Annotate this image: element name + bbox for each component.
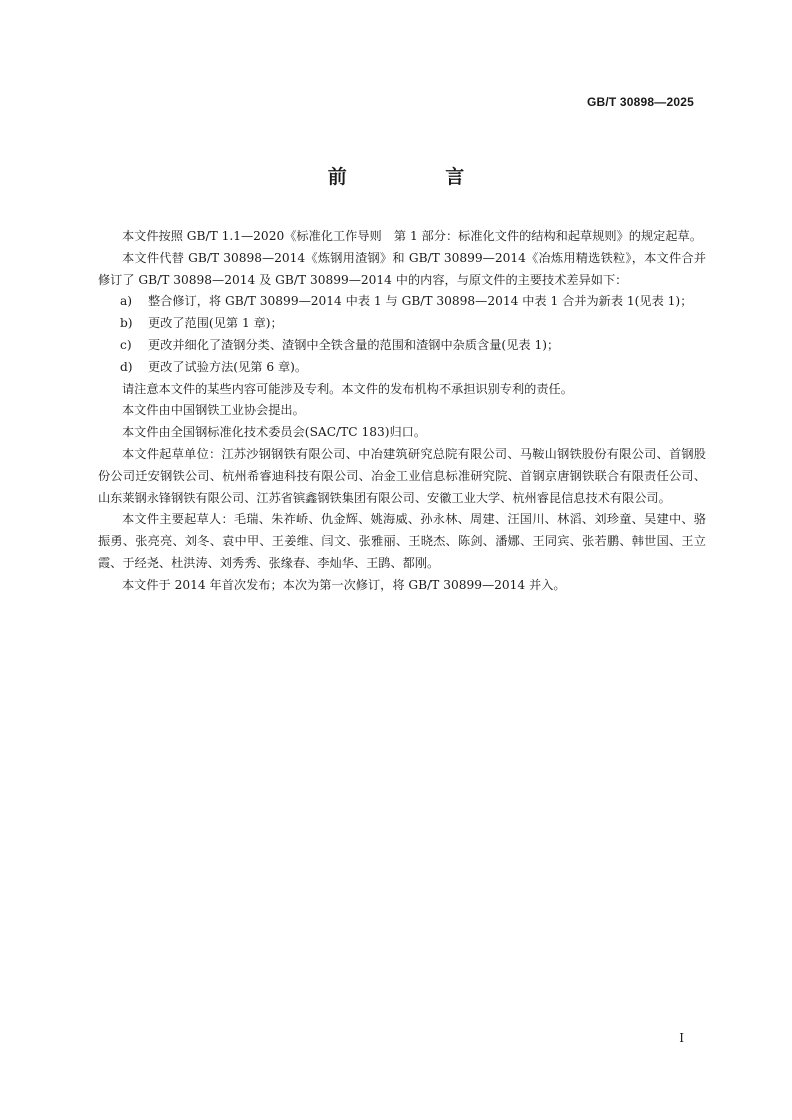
list-marker: d)	[120, 359, 133, 374]
list-item	[98, 291, 706, 313]
list-marker: a)	[120, 294, 133, 309]
paragraph-drafting-units: 本文件起草单位：江苏沙钢钢铁有限公司、中冶建筑研究总院有限公司、马鞍山钢铁股份有限公司、首钢股份公司迁安钢铁公司、杭州希睿迪科技有限公司、冶金工业信息标准研究院、首钢京唐钢铁联合有限责任公司、山东莱钢永锋钢铁有限公司、江苏省镔鑫钢铁集团有限公司、安徽工业大学、杭州睿昆信息技术有限公司。	[98, 446, 706, 505]
paragraph-committee: 本文件由全国钢标准化技术委员会(SAC/TC 183)归口。	[122, 425, 427, 440]
standard-number: GB/T 30898—2025	[586, 95, 694, 109]
list-item-text: 更改并细化了渣钢分类、渣钢中全铁含量的范围和渣钢中杂质含量(见表 1)；	[148, 337, 560, 352]
paragraph-replacement: 本文件代替 GB/T 30898—2014《炼钢用渣钢》和 GB/T 30899—2014《冶炼用精选铁粒》，本文件合并修订了 GB/T 30898—2014 及 GB/T 30899—2014 中的内容，与原文件的主要技术差异如下：	[98, 250, 706, 287]
list-marker: b)	[120, 316, 133, 331]
list-marker: c)	[120, 337, 132, 352]
document-body	[98, 226, 706, 597]
paragraph-history: 本文件于 2014 年首次发布；本次为第一次修订，将 GB/T 30899—2014 并入。	[122, 577, 566, 592]
list-item	[98, 313, 706, 335]
list-item	[98, 357, 706, 379]
list-item-text: 整合修订，将 GB/T 30899—2014 中表 1 与 GB/T 30898—2014 中表 1 合并为新表 1(见表 1)；	[148, 294, 693, 309]
paragraph-drafters: 本文件主要起草人：毛瑞、朱祚峤、仇金辉、姚海威、孙永林、周建、汪国川、林滔、刘珍童、吴建中、骆振勇、张亮亮、刘冬、袁中甲、王姜维、闫文、张雅丽、王晓杰、陈剑、潘娜、王同宾、张若鹏、韩世国、王立霞、于经尧、杜洪涛、刘秀秀、张缘春、李灿华、王鹍、都刚。	[98, 512, 706, 570]
list-item-text: 更改了试验方法(见第 6 章)。	[148, 359, 308, 374]
paragraph-proposer: 本文件由中国钢铁工业协会提出。	[122, 403, 305, 418]
list-item	[98, 335, 706, 357]
paragraph-patent-notice: 请注意本文件的某些内容可能涉及专利。本文件的发布机构不承担识别专利的责任。	[122, 381, 573, 396]
paragraph-drafting-rules: 本文件按照 GB/T 1.1—2020《标准化工作导则 第 1 部分：标准化文件的结构和起草规则》的规定起草。	[122, 229, 702, 243]
list-item-text: 更改了范围(见第 1 章)；	[148, 316, 283, 331]
page-title: 前 言	[327, 166, 511, 188]
page-number: I	[679, 1031, 684, 1045]
